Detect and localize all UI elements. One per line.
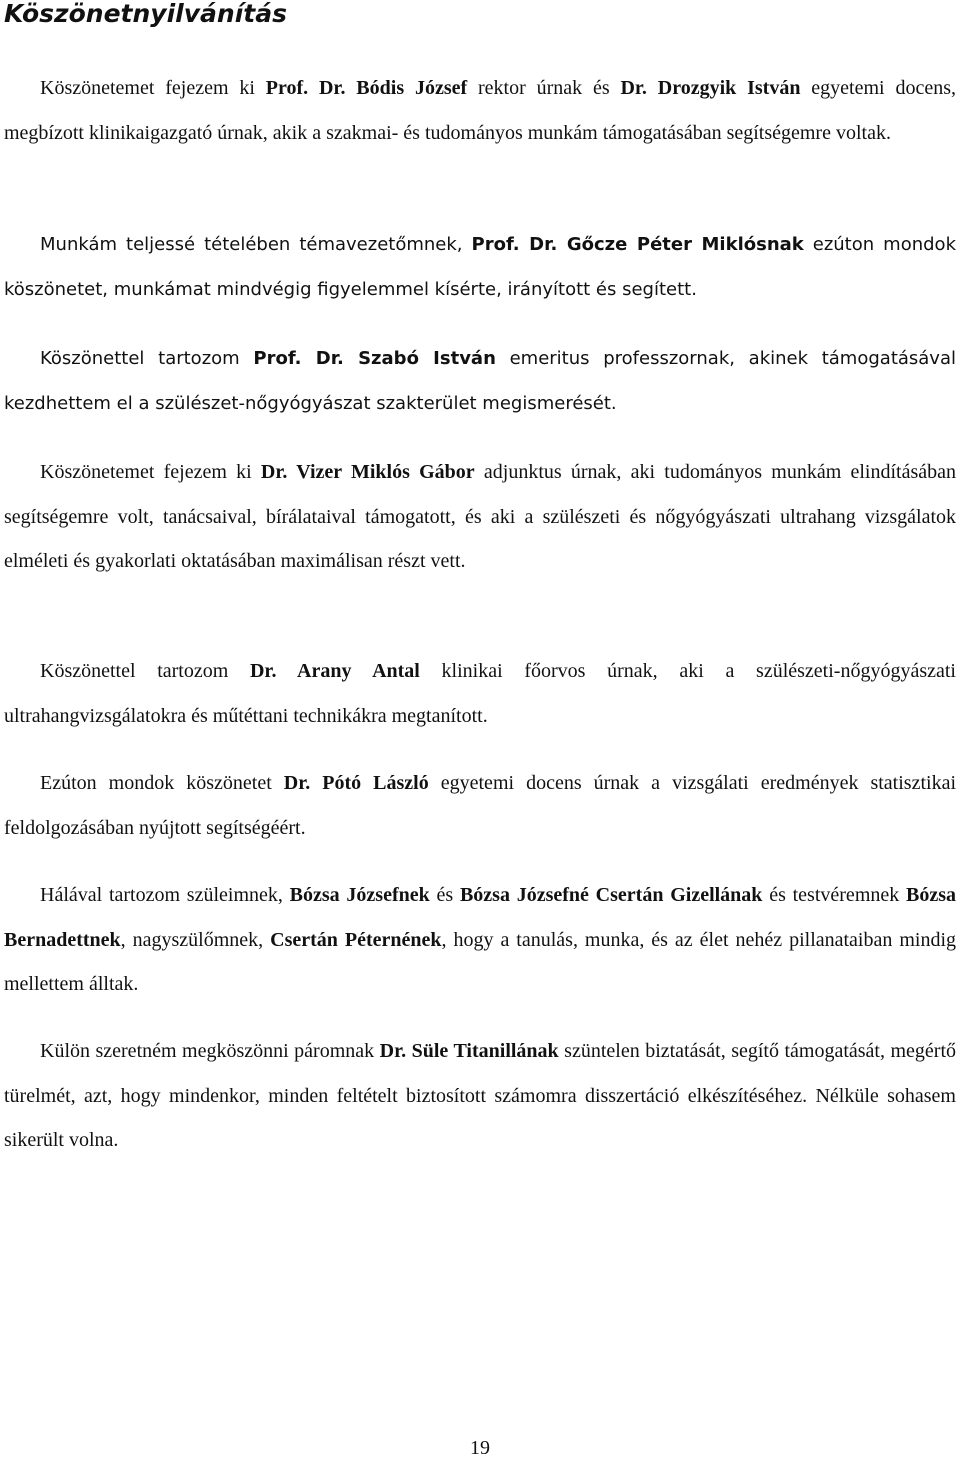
paragraph-text: és testvéremnek [762, 884, 907, 906]
paragraph-chief-physician-thanks [4, 649, 956, 738]
paragraph-text: egyetemi docens úrnak a vizsgálati eredmények statisztikai feldolgozásában nyújtott segítségéért. [4, 772, 956, 839]
paragraph-text: Köszönettel tartozom [40, 660, 250, 682]
paragraph-statistics-thanks [4, 761, 956, 850]
paragraph-text: és [429, 884, 460, 906]
page-number: 19 [470, 1437, 490, 1459]
bold-name-text: Bózsa Bernadettnek [4, 884, 957, 951]
bold-name-text: Dr. Drozgyik István [620, 77, 801, 99]
paragraph-text: Hálával tartozom szüleimnek, [40, 884, 290, 906]
paragraph-text: szüntelen biztatását, segítő támogatását, megértő türelmét, azt, hogy mindenkor, minden feltételt biztosított számomra disszertáció elkészítéséhez. Nélküle sohasem sikerült volna. [4, 1040, 957, 1152]
paragraph-emeritus-thanks [4, 337, 956, 426]
paragraph-text: rektor úrnak és [467, 77, 621, 99]
page-heading: Köszönetnyilvánítás [4, 0, 287, 28]
paragraph-text: Külön szeretném megköszönni páromnak [40, 1040, 380, 1062]
bold-name-text: Bózsa Józsefnek [289, 884, 430, 906]
paragraph-adjunct-thanks [4, 450, 956, 584]
bold-name-text: Bózsa Józsefné Csertán Gizellának [459, 884, 763, 906]
bold-name-text: Csertán Péternének [270, 928, 442, 951]
bold-name-text: Prof. Dr. Gőcze Péter Miklósnak [471, 234, 804, 255]
paragraph-text: klinikai főorvos úrnak, aki a szülészeti-nőgyógyászati ultrahangvizsgálatokra és műtéttani technikákra megtanított. [4, 660, 956, 727]
paragraph-text: adjunktus úrnak, aki tudományos munkám elindításában segítségemre volt, tanácsaival, bírálataival támogatott, és aki a szülészeti és nőgyógyászati ultrahang vizsgálatok elméleti és gyakorlati oktatásában maximálisan részt vett. [4, 461, 957, 573]
paragraph-text: Köszönetemet fejezem ki [40, 77, 266, 99]
bold-name-text: Dr. Süle Titanillának [379, 1040, 559, 1062]
bold-name-text: Dr. Arany Antal [249, 660, 420, 682]
paragraph-rector-thanks [4, 66, 956, 155]
paragraph-text: emeritus professzornak, akinek támogatásával kezdhettem el a szülészet-nőgyógyászat szakterület megismerését. [4, 348, 956, 414]
paragraph-text: , nagyszülőmnek, [120, 928, 271, 951]
paragraph-text: , hogy a tanulás, munka, és az élet nehéz pillanataiban mindig mellettem álltak. [4, 928, 957, 996]
bold-name-text: Prof. Dr. Bódis József [265, 77, 468, 99]
bold-name-text: Prof. Dr. Szabó István [253, 348, 496, 369]
paragraph-text: Köszönetemet fejezem ki [40, 461, 261, 483]
paragraph-text: egyetemi docens, megbízott klinikaigazgató úrnak, akik a szakmai- és tudományos munkám támogatásában segítségemre voltak. [4, 77, 956, 144]
paragraph-partner-thanks [4, 1029, 956, 1163]
paragraph-text: Munkám teljessé tételében témavezetőmnek, [40, 234, 472, 255]
paragraph-text: ezúton mondok köszönetet, munkámat mindvégig figyelemmel kísérte, irányított és segített. [4, 234, 956, 300]
paragraph-supervisor-thanks [4, 223, 956, 312]
bold-name-text: Dr. Vizer Miklós Gábor [260, 461, 475, 483]
paragraph-text: Ezúton mondok köszönetet [40, 772, 284, 794]
bold-name-text: Dr. Pótó László [283, 772, 429, 794]
paragraph-family-thanks [4, 873, 956, 1007]
paragraph-text: Köszönettel tartozom [40, 348, 254, 369]
